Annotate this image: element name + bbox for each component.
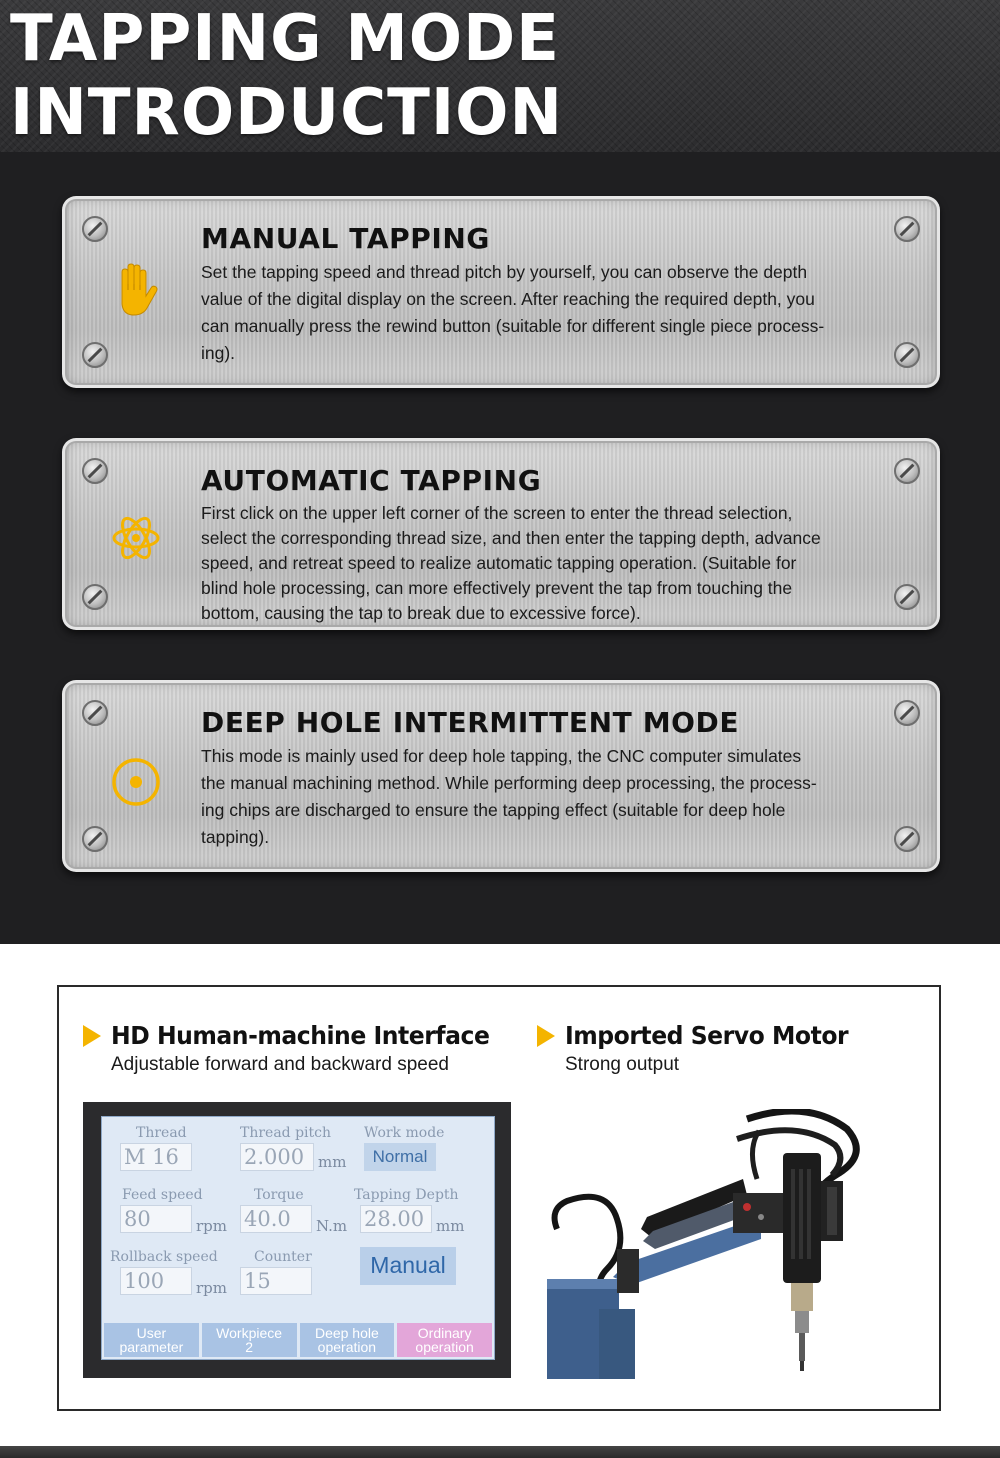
mode-card-automatic-tapping — [62, 438, 940, 630]
pitch-unit: mm — [318, 1153, 347, 1171]
description-line: First click on the upper left corner of the screen to enter the thread selection, — [201, 503, 793, 523]
description-line: Set the tapping speed and thread pitch by yourself, you can observe the depth — [201, 262, 808, 282]
torque-unit: N.m — [316, 1217, 348, 1235]
tab-label: Deep hole — [314, 1325, 379, 1341]
description-line: the manual machining method. While performing deep processing, the process- — [201, 773, 817, 793]
feature-heading — [537, 1021, 866, 1050]
mode-text-block — [201, 706, 901, 851]
mode-text-block — [201, 464, 901, 626]
bottom-divider — [0, 1446, 1000, 1458]
description-line: select the corresponding thread size, and then enter the tapping depth, advance — [201, 528, 821, 548]
description-line: ing). — [201, 343, 236, 363]
feature-subtitle: Adjustable forward and backward speed — [111, 1054, 449, 1075]
screw-icon — [82, 458, 108, 484]
thread-pitch-label: Thread pitch — [240, 1125, 332, 1141]
tab-user-parameter[interactable] — [104, 1323, 199, 1357]
mode-description — [201, 501, 901, 626]
torque-label: Torque — [254, 1187, 304, 1203]
rollback-speed-field[interactable]: 100 — [120, 1267, 192, 1295]
description-line: tapping). — [201, 827, 270, 847]
tab-label: 2 — [245, 1339, 254, 1355]
tapping-depth-field[interactable]: 28.00 — [360, 1205, 432, 1233]
counter-label: Counter — [254, 1249, 312, 1265]
feature-title: HD Human-machine Interface — [111, 1021, 490, 1050]
features-frame — [57, 985, 941, 1411]
feed-speed-unit: rpm — [196, 1217, 227, 1235]
description-line: This mode is mainly used for deep hole tapping, the CNC computer simulates — [201, 746, 802, 766]
screw-icon — [82, 216, 108, 242]
hand-icon — [110, 262, 162, 318]
target-icon — [110, 754, 162, 810]
description-line: value of the digital display on the screen. After reaching the required depth, you — [201, 289, 815, 309]
features-section — [0, 944, 1000, 1446]
tab-label: Workpiece — [216, 1325, 283, 1341]
counter-field[interactable]: 15 — [240, 1267, 312, 1295]
modes-section — [0, 152, 1000, 944]
screw-icon — [82, 342, 108, 368]
manual-button[interactable]: Manual — [360, 1247, 456, 1285]
triangle-bullet-icon — [83, 1025, 101, 1047]
feature-heading — [83, 1021, 514, 1050]
tab-deep-hole-operation[interactable] — [300, 1323, 395, 1357]
mode-card-manual-tapping — [62, 196, 940, 388]
tab-label: parameter — [119, 1339, 184, 1355]
torque-field[interactable]: 40.0 — [240, 1205, 312, 1233]
tab-workpiece[interactable] — [202, 1323, 297, 1357]
mode-title: AUTOMATIC TAPPING — [201, 464, 542, 497]
description-line: bottom, causing the tap to break due to excessive force). — [201, 603, 641, 623]
tab-label: operation — [317, 1339, 377, 1355]
tab-label: operation — [415, 1339, 474, 1355]
screw-icon — [82, 700, 108, 726]
thread-pitch-field[interactable]: 2.000 — [240, 1143, 314, 1171]
thread-label: Thread — [136, 1125, 187, 1141]
mode-title: DEEP HOLE INTERMITTENT MODE — [201, 706, 740, 739]
tapping-depth-label: Tapping Depth — [354, 1187, 459, 1203]
work-mode-label: Work mode — [364, 1125, 445, 1141]
mode-title: MANUAL TAPPING — [201, 222, 490, 255]
page-title: TAPPING MODE INTRODUCTION — [10, 2, 563, 150]
atom-icon — [110, 510, 162, 566]
tab-ordinary-operation[interactable] — [397, 1323, 492, 1357]
mode-description — [201, 743, 901, 851]
description-line: ing chips are discharged to ensure the tapping effect (suitable for deep hole — [201, 800, 786, 820]
mode-card-deep-hole — [62, 680, 940, 872]
description-line: blind hole processing, can more effectively prevent the tap from touching the — [201, 578, 793, 598]
description-line: can manually press the rewind button (suitable for different single piece process- — [201, 316, 825, 336]
feature-servo-motor — [537, 1021, 866, 1076]
rollback-speed-label: Rollback speed — [110, 1249, 218, 1265]
feature-title: Imported Servo Motor — [565, 1021, 849, 1050]
thread-value-field[interactable]: M 16 — [120, 1143, 192, 1171]
feed-speed-label: Feed speed — [122, 1187, 203, 1203]
hmi-display — [83, 1102, 511, 1378]
hmi-tab-bar — [104, 1323, 492, 1357]
rollback-unit: rpm — [196, 1279, 227, 1297]
screw-icon — [82, 826, 108, 852]
header-banner — [0, 0, 1000, 152]
servo-tapping-machine-image — [547, 1109, 867, 1379]
feature-hmi — [83, 1021, 514, 1076]
hmi-screen — [101, 1116, 495, 1360]
depth-unit: mm — [436, 1217, 465, 1235]
tab-label: User — [136, 1325, 167, 1341]
screw-icon — [82, 584, 108, 610]
mode-text-block — [201, 222, 901, 367]
mode-description — [201, 259, 901, 367]
feature-subtitle: Strong output — [565, 1054, 680, 1075]
tab-label: Ordinary — [417, 1325, 472, 1341]
work-mode-button[interactable]: Normal — [364, 1143, 436, 1171]
feed-speed-field[interactable]: 80 — [120, 1205, 192, 1233]
triangle-bullet-icon — [537, 1025, 555, 1047]
description-line: speed, and retreat speed to realize automatic tapping operation. (Suitable for — [201, 553, 797, 573]
